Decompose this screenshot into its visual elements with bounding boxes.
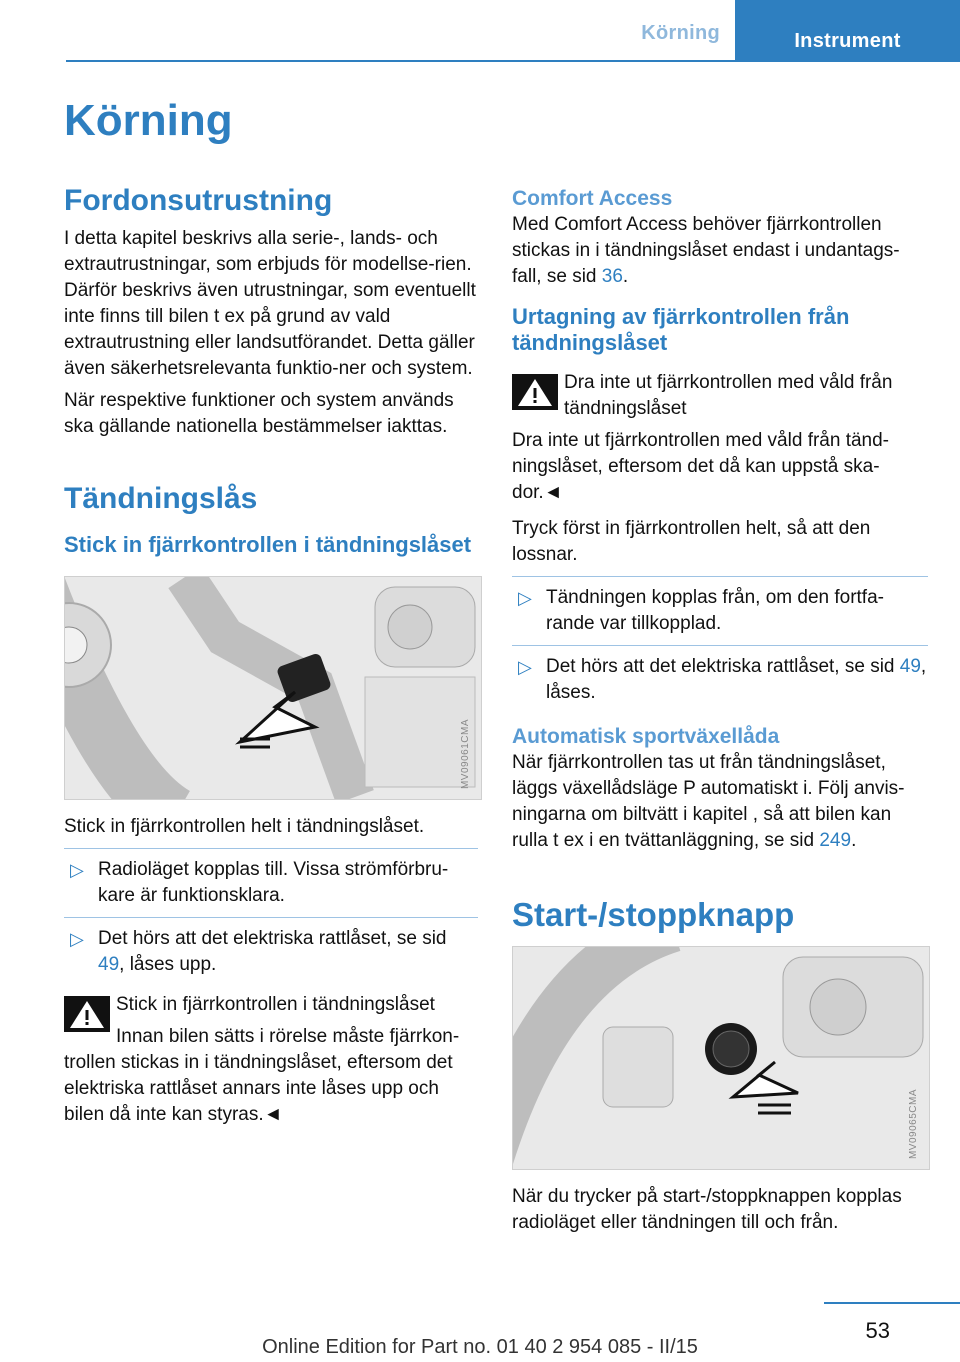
list-item: ▷ Det hörs att det elektriska rattlåset, se sid 49, låses upp. bbox=[70, 928, 447, 975]
figure-start-stop-button bbox=[512, 946, 930, 1170]
bullet-triangle-icon: ▷ bbox=[70, 929, 84, 949]
warning-icon bbox=[512, 374, 558, 410]
steering-wheel-illustration bbox=[65, 577, 481, 799]
figure-code: MV09065CMA bbox=[908, 1088, 919, 1159]
page-link[interactable]: 249 bbox=[819, 830, 852, 851]
list-divider bbox=[64, 848, 478, 849]
right-column bbox=[512, 186, 928, 1236]
page-title: Körning bbox=[64, 96, 233, 145]
page-number: 53 bbox=[865, 1318, 890, 1343]
warning-title: Stick in fjärrkontrollen i tändningslåset bbox=[116, 994, 435, 1015]
header-tab-korning[interactable]: Körning bbox=[641, 22, 720, 44]
warning-body: Dra inte ut fjärrkontrollen med våld från tänd-ningslåset, eftersom det då kan uppstå ska-dor.◄ bbox=[512, 430, 890, 503]
page-link[interactable]: 49 bbox=[98, 954, 120, 975]
bullet-triangle-icon: ▷ bbox=[518, 657, 532, 677]
paragraph: När respektive funktioner och system används ska gällande nationella bestämmelser iakttas. bbox=[64, 390, 454, 437]
page-header bbox=[0, 0, 960, 62]
paragraph: Med Comfort Access behöver fjärrkontrollen stickas in i tändningslåset endast i undantags-fall, se sid 36. bbox=[512, 214, 900, 287]
header-tab-instrument[interactable]: Instrument bbox=[735, 0, 960, 62]
list-item: ▷ Tändningen kopplas från, om den fortfa-rande var tillkopplad. bbox=[518, 587, 884, 634]
figure-ignition-key bbox=[64, 576, 482, 800]
heading-stick-in: Stick in fjärrkontrollen i tändningslåset bbox=[64, 532, 472, 557]
heading-start-stopp: Start-/stoppknapp bbox=[512, 896, 795, 933]
list-item: ▷ Radioläget kopplas till. Vissa strömförbru-kare är funktionsklara. bbox=[70, 859, 449, 906]
list-item: ▷ Det hörs att det elektriska rattlåset, se sid 49, låses. bbox=[518, 656, 927, 703]
warning-box bbox=[512, 370, 928, 422]
paragraph: Stick in fjärrkontrollen helt i tändningslåset. bbox=[64, 816, 425, 837]
heading-urtagning: Urtagning av fjärrkontrollen från tändningslåset bbox=[512, 304, 850, 355]
bullet-triangle-icon: ▷ bbox=[518, 588, 532, 608]
paragraph: När fjärrkontrollen tas ut från tändningslåset, läggs växellådsläge P automatiskt i. Följ anvis-ningarna om biltvätt i kapitel , så att bilen kan rulla t ex i en tvättanläggning, se sid 249. bbox=[512, 752, 905, 851]
list-divider bbox=[512, 645, 928, 646]
page-link[interactable]: 49 bbox=[899, 656, 921, 677]
header-rule bbox=[66, 60, 960, 62]
heading-automatisk: Automatisk sportväxellåda bbox=[512, 725, 780, 748]
list-divider bbox=[64, 917, 478, 918]
bullet-triangle-icon: ▷ bbox=[70, 860, 84, 880]
figure-code: MV09061CMA bbox=[460, 718, 471, 789]
heading-fordonsutrustning: Fordonsutrustning bbox=[64, 184, 333, 217]
left-column bbox=[64, 182, 478, 1128]
heading-tandningslas: Tändningslås bbox=[64, 482, 258, 515]
paragraph: I detta kapitel beskrivs alla serie-, lands- och extrautrustningar, som erbjuds för modellse-rien. Därför beskrivs även utrustningar, som eventuellt inte finns till bilen t ex på grund av vald extrautrustning eller landsutförandet. Detta gäller även säkerhetsrelevanta funktio-ner och system. bbox=[64, 228, 476, 379]
page-link[interactable]: 36 bbox=[601, 266, 623, 287]
footer-rule bbox=[824, 1302, 960, 1304]
start-stop-illustration bbox=[513, 947, 929, 1169]
footer-edition: Online Edition for Part no. 01 40 2 954 085 - II/15 bbox=[262, 1336, 698, 1358]
warning-title: Dra inte ut fjärrkontrollen med våld från tändningslåset bbox=[564, 372, 893, 419]
heading-comfort-access: Comfort Access bbox=[512, 187, 673, 210]
warning-icon bbox=[64, 996, 110, 1032]
warning-box bbox=[64, 992, 478, 1018]
paragraph: Tryck först in fjärrkontrollen helt, så att den lossnar. bbox=[512, 518, 871, 565]
warning-body: Innan bilen sätts i rörelse måste fjärrkon-trollen stickas in i tändningslåset, eftersom det elektriska rattlåset annars inte låses upp och bilen då inte kan styras.◄ bbox=[64, 1026, 460, 1125]
paragraph: När du trycker på start-/stoppknappen kopplas radioläget eller tändningen till och från. bbox=[512, 1186, 902, 1233]
list-divider bbox=[512, 576, 928, 577]
